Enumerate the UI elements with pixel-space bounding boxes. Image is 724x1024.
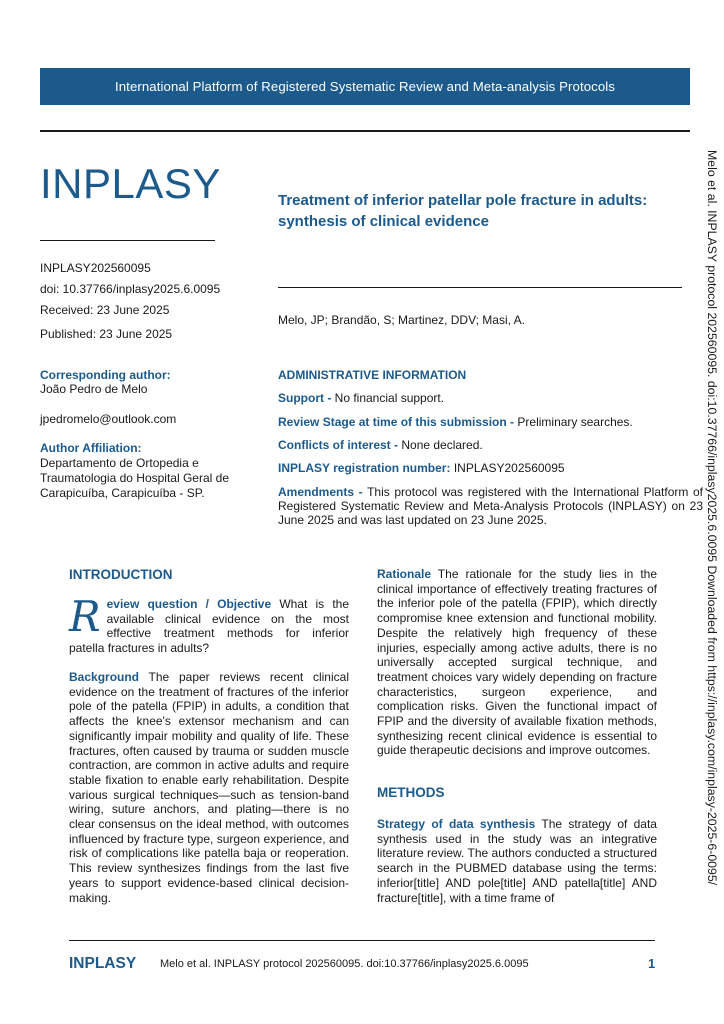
conflicts-line <box>278 438 703 452</box>
affiliation-label: Author Affiliation: <box>40 441 142 455</box>
received-date: Received: 23 June 2025 <box>40 303 170 317</box>
inplasy-code: INPLASY202560095 <box>40 261 151 275</box>
footer-rule <box>69 940 655 941</box>
corresponding-email[interactable]: jpedromelo@outlook.com <box>40 412 177 426</box>
rationale-text: The rationale for the study lies in the clinical importance of effectively treating fractures of the inferior pole of the patella (FPIP), which directly compromise knee extension and functional mobility. Despite the relatively high frequency of these injuries, especially among active adults, there is no universally accepted surgical technique, and treatment choices vary widely depending on fracture characteristics, surgeon experience, and complication risks. Given the functional impact of FPIP and the diversity of available fixation methods, synthesizing recent clinical evidence is essential to guide therapeutic decisions and improve outcomes. <box>377 567 657 758</box>
doi-link[interactable]: doi: 10.37766/inplasy2025.6.0095 <box>40 282 221 296</box>
introduction-heading: INTRODUCTION <box>69 567 173 582</box>
rationale-label: Rationale <box>377 567 432 581</box>
page-number: 1 <box>648 956 656 971</box>
logo-rule <box>40 240 215 241</box>
registration-line <box>278 461 703 475</box>
review-question-label: eview question / Objective <box>106 597 272 611</box>
paper-title: Treatment of inferior patellar pole fracture in adults: synthesis of clinical evidence <box>278 192 648 230</box>
stage-text: Preliminary searches. <box>514 415 633 429</box>
support-label: Support - <box>278 391 332 405</box>
amendments-text: This protocol was registered with the International Platform of Registered Systematic Review and Meta-Analysis Protocols (INPLASY) on 23 June 2025 and was last updated on 23 June 2025. <box>278 485 704 527</box>
strategy-text: The strategy of data synthesis used in the study was an integrative literature review. The authors conducted a structured search in the PUBMED database using the terms: inferior[title] AND pole[title] AND patella[title] AND fracture[title], with a time frame of <box>377 817 657 905</box>
background-label: Background <box>69 670 140 684</box>
inplasy-logo: INPLASY <box>40 160 221 207</box>
registration-text: INPLASY202560095 <box>450 461 565 475</box>
background-paragraph <box>69 670 349 905</box>
header-rule <box>40 130 690 132</box>
admin-heading: ADMINISTRATIVE INFORMATION <box>278 368 467 382</box>
title-rule <box>278 287 682 288</box>
amendments-line <box>278 485 703 527</box>
published-date: Published: 23 June 2025 <box>40 327 173 341</box>
registration-label: INPLASY registration number: <box>278 461 451 475</box>
support-text: No financial support. <box>331 391 445 405</box>
review-question-text: What is the available clinical evidence on the most effective treatment methods for inferior patella fractures in adults? <box>69 597 349 656</box>
affiliation-text: Departamento de Ortopedia e Traumatologia do Hospital Geral de Carapicuíba, Carapicuíba - SP. <box>40 456 229 500</box>
author-list: Melo, JP; Brandão, S; Martinez, DDV; Masi, A. <box>278 313 525 327</box>
amendments-label: Amendments - <box>278 485 363 499</box>
stage-label: Review Stage at time of this submission - <box>278 415 515 429</box>
review-question-paragraph <box>69 592 349 656</box>
strategy-label: Strategy of data synthesis <box>377 817 536 831</box>
background-text: The paper reviews recent clinical evidence on the treatment of fractures of the inferior pole of the patella (FPIP) in adults, a condition that affects the knee's extensor mechanism and can significantly impair mobility and quality of life. These fractures, often caused by trauma or sudden muscle contraction, are common in active adults and require stable fixation to enable early rehabilitation. Despite various surgical techniques—such as tension-band wiring, suture anchors, and plating—there is no clear consensus on the ideal method, with outcomes influenced by fracture type, surgeon experience, and risk of complications like patella baja or reoperation. This review synthesizes findings from the last five years to support evidence-based clinical decision-making. <box>69 670 349 905</box>
conflicts-label: Conflicts of interest - <box>278 438 399 452</box>
support-line <box>278 391 703 405</box>
footer-logo: INPLASY <box>69 955 137 972</box>
vertical-citation: Melo et al. INPLASY protocol 202560095. doi:10.37766/inplasy2025.6.0095 Downloaded from https://inplasy.com/inplasy-2025-6-0095/ <box>705 150 719 886</box>
stage-line <box>278 415 703 429</box>
methods-heading: METHODS <box>377 785 445 800</box>
platform-banner <box>40 68 690 105</box>
corresponding-label: Corresponding author: <box>40 368 171 382</box>
rationale-paragraph <box>377 567 657 758</box>
conflicts-text: None declared. <box>398 438 483 452</box>
banner-text: International Platform of Registered Systematic Review and Meta-analysis Protocols <box>114 79 616 94</box>
strategy-paragraph <box>377 817 657 905</box>
drop-cap: R <box>69 592 101 641</box>
footer-citation: Melo et al. INPLASY protocol 202560095. doi:10.37766/inplasy2025.6.0095 <box>160 958 529 970</box>
corresponding-name: João Pedro de Melo <box>40 382 148 396</box>
